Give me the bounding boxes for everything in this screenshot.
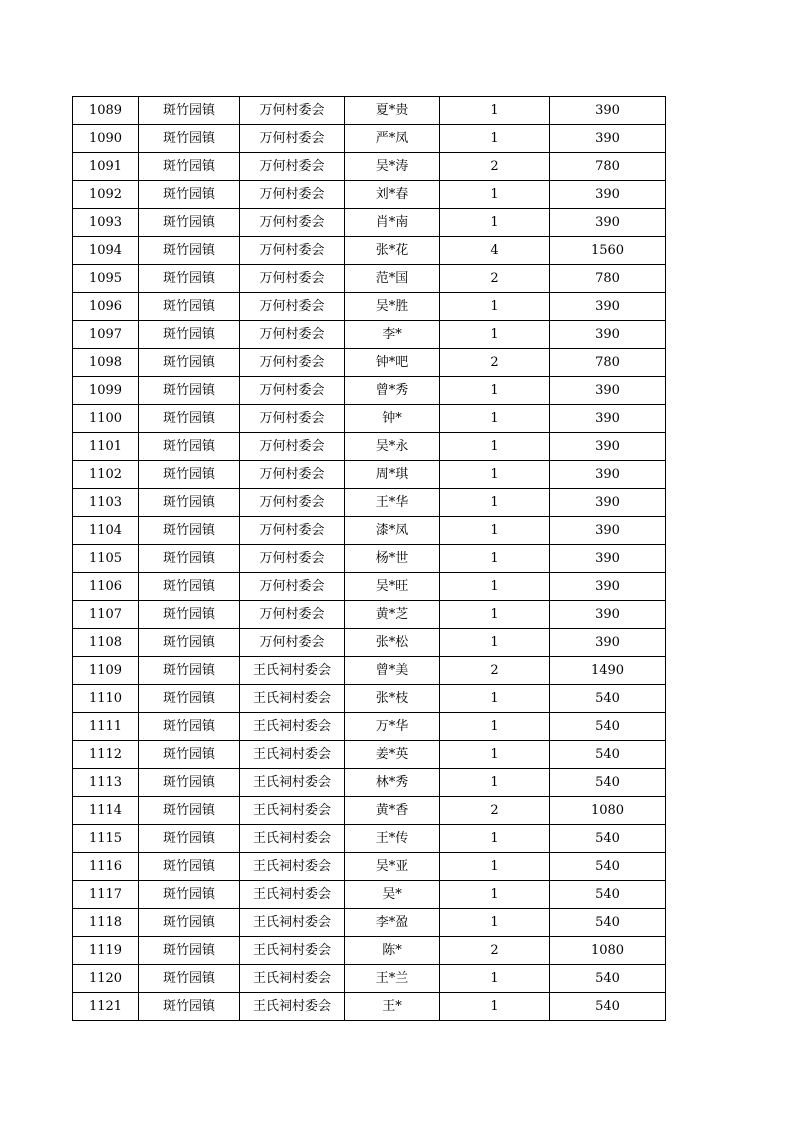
count-cell: 1 [440, 433, 550, 461]
count-cell: 1 [440, 125, 550, 153]
row-number-cell: 1110 [73, 685, 139, 713]
town-cell: 斑竹园镇 [139, 601, 240, 629]
village-committee-cell: 王氏祠村委会 [240, 685, 345, 713]
amount-cell: 390 [550, 321, 666, 349]
town-cell: 斑竹园镇 [139, 153, 240, 181]
table-row [73, 909, 666, 937]
amount-cell: 390 [550, 461, 666, 489]
name-cell: 吴*旺 [345, 573, 440, 601]
town-cell: 斑竹园镇 [139, 741, 240, 769]
amount-cell: 540 [550, 741, 666, 769]
row-number-cell: 1116 [73, 853, 139, 881]
count-cell: 1 [440, 741, 550, 769]
row-number-cell: 1113 [73, 769, 139, 797]
count-cell: 1 [440, 377, 550, 405]
amount-cell: 390 [550, 601, 666, 629]
count-cell: 1 [440, 545, 550, 573]
village-committee-cell: 王氏祠村委会 [240, 657, 345, 685]
name-cell: 范*国 [345, 265, 440, 293]
amount-cell: 540 [550, 825, 666, 853]
row-number-cell: 1115 [73, 825, 139, 853]
amount-cell: 780 [550, 265, 666, 293]
village-committee-cell: 万何村委会 [240, 405, 345, 433]
count-cell: 1 [440, 97, 550, 125]
name-cell: 吴*涛 [345, 153, 440, 181]
row-number-cell: 1090 [73, 125, 139, 153]
name-cell: 陈* [345, 937, 440, 965]
table-row [73, 573, 666, 601]
name-cell: 李*盈 [345, 909, 440, 937]
village-committee-cell: 王氏祠村委会 [240, 769, 345, 797]
amount-cell: 1080 [550, 937, 666, 965]
count-cell: 1 [440, 685, 550, 713]
name-cell: 王* [345, 993, 440, 1021]
village-committee-cell: 万何村委会 [240, 517, 345, 545]
table-row [73, 97, 666, 125]
row-number-cell: 1109 [73, 657, 139, 685]
name-cell: 林*秀 [345, 769, 440, 797]
amount-cell: 390 [550, 209, 666, 237]
amount-cell: 540 [550, 769, 666, 797]
count-cell: 4 [440, 237, 550, 265]
table-row [73, 657, 666, 685]
name-cell: 吴*亚 [345, 853, 440, 881]
count-cell: 1 [440, 769, 550, 797]
table-body [73, 97, 666, 1021]
name-cell: 刘*春 [345, 181, 440, 209]
village-committee-cell: 王氏祠村委会 [240, 713, 345, 741]
count-cell: 1 [440, 825, 550, 853]
count-cell: 1 [440, 573, 550, 601]
amount-cell: 390 [550, 573, 666, 601]
name-cell: 万*华 [345, 713, 440, 741]
name-cell: 黄*香 [345, 797, 440, 825]
table-row [73, 741, 666, 769]
table-row [73, 237, 666, 265]
row-number-cell: 1096 [73, 293, 139, 321]
village-committee-cell: 王氏祠村委会 [240, 825, 345, 853]
row-number-cell: 1104 [73, 517, 139, 545]
row-number-cell: 1108 [73, 629, 139, 657]
table-row [73, 853, 666, 881]
table-row [73, 209, 666, 237]
amount-cell: 540 [550, 881, 666, 909]
village-committee-cell: 王氏祠村委会 [240, 909, 345, 937]
name-cell: 李* [345, 321, 440, 349]
row-number-cell: 1102 [73, 461, 139, 489]
name-cell: 张*枝 [345, 685, 440, 713]
amount-cell: 540 [550, 909, 666, 937]
table-row [73, 965, 666, 993]
table-row [73, 377, 666, 405]
town-cell: 斑竹园镇 [139, 181, 240, 209]
town-cell: 斑竹园镇 [139, 657, 240, 685]
count-cell: 2 [440, 797, 550, 825]
count-cell: 2 [440, 937, 550, 965]
table-row [73, 153, 666, 181]
row-number-cell: 1112 [73, 741, 139, 769]
table-row [73, 993, 666, 1021]
town-cell: 斑竹园镇 [139, 377, 240, 405]
table-row [73, 881, 666, 909]
data-table [72, 96, 666, 1021]
table-row [73, 517, 666, 545]
table-row [73, 489, 666, 517]
name-cell: 黄*芝 [345, 601, 440, 629]
town-cell: 斑竹园镇 [139, 993, 240, 1021]
amount-cell: 390 [550, 489, 666, 517]
amount-cell: 540 [550, 853, 666, 881]
row-number-cell: 1121 [73, 993, 139, 1021]
table-row [73, 433, 666, 461]
amount-cell: 540 [550, 713, 666, 741]
amount-cell: 780 [550, 153, 666, 181]
village-committee-cell: 万何村委会 [240, 433, 345, 461]
village-committee-cell: 万何村委会 [240, 321, 345, 349]
row-number-cell: 1117 [73, 881, 139, 909]
village-committee-cell: 万何村委会 [240, 461, 345, 489]
row-number-cell: 1095 [73, 265, 139, 293]
name-cell: 张*松 [345, 629, 440, 657]
amount-cell: 390 [550, 405, 666, 433]
count-cell: 1 [440, 601, 550, 629]
count-cell: 2 [440, 349, 550, 377]
table-row [73, 825, 666, 853]
amount-cell: 390 [550, 293, 666, 321]
village-committee-cell: 王氏祠村委会 [240, 993, 345, 1021]
town-cell: 斑竹园镇 [139, 937, 240, 965]
count-cell: 1 [440, 629, 550, 657]
amount-cell: 540 [550, 993, 666, 1021]
name-cell: 肖*南 [345, 209, 440, 237]
town-cell: 斑竹园镇 [139, 545, 240, 573]
name-cell: 严*凤 [345, 125, 440, 153]
town-cell: 斑竹园镇 [139, 965, 240, 993]
table-row [73, 461, 666, 489]
row-number-cell: 1097 [73, 321, 139, 349]
village-committee-cell: 万何村委会 [240, 629, 345, 657]
table-row [73, 349, 666, 377]
town-cell: 斑竹园镇 [139, 349, 240, 377]
amount-cell: 1080 [550, 797, 666, 825]
table-row [73, 125, 666, 153]
table-row [73, 545, 666, 573]
town-cell: 斑竹园镇 [139, 237, 240, 265]
amount-cell: 390 [550, 97, 666, 125]
town-cell: 斑竹园镇 [139, 853, 240, 881]
count-cell: 1 [440, 321, 550, 349]
count-cell: 1 [440, 993, 550, 1021]
name-cell: 吴*永 [345, 433, 440, 461]
row-number-cell: 1101 [73, 433, 139, 461]
amount-cell: 390 [550, 377, 666, 405]
row-number-cell: 1114 [73, 797, 139, 825]
name-cell: 张*花 [345, 237, 440, 265]
village-committee-cell: 万何村委会 [240, 293, 345, 321]
amount-cell: 1560 [550, 237, 666, 265]
town-cell: 斑竹园镇 [139, 797, 240, 825]
table-row [73, 685, 666, 713]
row-number-cell: 1094 [73, 237, 139, 265]
amount-cell: 540 [550, 685, 666, 713]
town-cell: 斑竹园镇 [139, 685, 240, 713]
town-cell: 斑竹园镇 [139, 629, 240, 657]
table-row [73, 181, 666, 209]
village-committee-cell: 万何村委会 [240, 209, 345, 237]
row-number-cell: 1103 [73, 489, 139, 517]
table-row [73, 265, 666, 293]
count-cell: 1 [440, 909, 550, 937]
table-row [73, 797, 666, 825]
town-cell: 斑竹园镇 [139, 461, 240, 489]
town-cell: 斑竹园镇 [139, 405, 240, 433]
count-cell: 2 [440, 265, 550, 293]
table-row [73, 405, 666, 433]
village-committee-cell: 王氏祠村委会 [240, 937, 345, 965]
town-cell: 斑竹园镇 [139, 573, 240, 601]
village-committee-cell: 王氏祠村委会 [240, 741, 345, 769]
row-number-cell: 1092 [73, 181, 139, 209]
count-cell: 1 [440, 293, 550, 321]
town-cell: 斑竹园镇 [139, 713, 240, 741]
row-number-cell: 1105 [73, 545, 139, 573]
town-cell: 斑竹园镇 [139, 293, 240, 321]
row-number-cell: 1120 [73, 965, 139, 993]
count-cell: 1 [440, 517, 550, 545]
town-cell: 斑竹园镇 [139, 265, 240, 293]
village-committee-cell: 王氏祠村委会 [240, 965, 345, 993]
village-committee-cell: 万何村委会 [240, 349, 345, 377]
amount-cell: 390 [550, 125, 666, 153]
name-cell: 钟*吧 [345, 349, 440, 377]
amount-cell: 390 [550, 181, 666, 209]
town-cell: 斑竹园镇 [139, 489, 240, 517]
table-row [73, 769, 666, 797]
name-cell: 王*兰 [345, 965, 440, 993]
name-cell: 吴* [345, 881, 440, 909]
town-cell: 斑竹园镇 [139, 769, 240, 797]
count-cell: 1 [440, 965, 550, 993]
town-cell: 斑竹园镇 [139, 321, 240, 349]
amount-cell: 390 [550, 545, 666, 573]
village-committee-cell: 万何村委会 [240, 265, 345, 293]
amount-cell: 540 [550, 965, 666, 993]
name-cell: 姜*英 [345, 741, 440, 769]
village-committee-cell: 万何村委会 [240, 97, 345, 125]
row-number-cell: 1118 [73, 909, 139, 937]
table-row [73, 321, 666, 349]
table-row [73, 601, 666, 629]
count-cell: 1 [440, 881, 550, 909]
amount-cell: 390 [550, 629, 666, 657]
amount-cell: 1490 [550, 657, 666, 685]
row-number-cell: 1098 [73, 349, 139, 377]
town-cell: 斑竹园镇 [139, 97, 240, 125]
name-cell: 吴*胜 [345, 293, 440, 321]
town-cell: 斑竹园镇 [139, 125, 240, 153]
village-committee-cell: 万何村委会 [240, 181, 345, 209]
village-committee-cell: 王氏祠村委会 [240, 881, 345, 909]
name-cell: 夏*贵 [345, 97, 440, 125]
table-row [73, 293, 666, 321]
table-row [73, 713, 666, 741]
row-number-cell: 1093 [73, 209, 139, 237]
count-cell: 1 [440, 853, 550, 881]
count-cell: 2 [440, 657, 550, 685]
count-cell: 1 [440, 405, 550, 433]
document-table-container [72, 96, 665, 1021]
village-committee-cell: 万何村委会 [240, 237, 345, 265]
town-cell: 斑竹园镇 [139, 433, 240, 461]
amount-cell: 390 [550, 433, 666, 461]
village-committee-cell: 万何村委会 [240, 545, 345, 573]
table-row [73, 629, 666, 657]
village-committee-cell: 王氏祠村委会 [240, 853, 345, 881]
village-committee-cell: 万何村委会 [240, 601, 345, 629]
name-cell: 曾*美 [345, 657, 440, 685]
row-number-cell: 1099 [73, 377, 139, 405]
town-cell: 斑竹园镇 [139, 209, 240, 237]
village-committee-cell: 万何村委会 [240, 573, 345, 601]
name-cell: 王*传 [345, 825, 440, 853]
row-number-cell: 1100 [73, 405, 139, 433]
row-number-cell: 1089 [73, 97, 139, 125]
name-cell: 曾*秀 [345, 377, 440, 405]
row-number-cell: 1119 [73, 937, 139, 965]
count-cell: 1 [440, 181, 550, 209]
village-committee-cell: 万何村委会 [240, 125, 345, 153]
village-committee-cell: 王氏祠村委会 [240, 797, 345, 825]
name-cell: 漆*凤 [345, 517, 440, 545]
count-cell: 2 [440, 153, 550, 181]
name-cell: 周*琪 [345, 461, 440, 489]
count-cell: 1 [440, 209, 550, 237]
village-committee-cell: 万何村委会 [240, 377, 345, 405]
town-cell: 斑竹园镇 [139, 881, 240, 909]
row-number-cell: 1107 [73, 601, 139, 629]
village-committee-cell: 万何村委会 [240, 489, 345, 517]
village-committee-cell: 万何村委会 [240, 153, 345, 181]
count-cell: 1 [440, 713, 550, 741]
count-cell: 1 [440, 489, 550, 517]
name-cell: 王*华 [345, 489, 440, 517]
amount-cell: 780 [550, 349, 666, 377]
row-number-cell: 1111 [73, 713, 139, 741]
table-row [73, 937, 666, 965]
name-cell: 杨*世 [345, 545, 440, 573]
amount-cell: 390 [550, 517, 666, 545]
row-number-cell: 1091 [73, 153, 139, 181]
name-cell: 钟* [345, 405, 440, 433]
town-cell: 斑竹园镇 [139, 517, 240, 545]
town-cell: 斑竹园镇 [139, 909, 240, 937]
row-number-cell: 1106 [73, 573, 139, 601]
count-cell: 1 [440, 461, 550, 489]
town-cell: 斑竹园镇 [139, 825, 240, 853]
